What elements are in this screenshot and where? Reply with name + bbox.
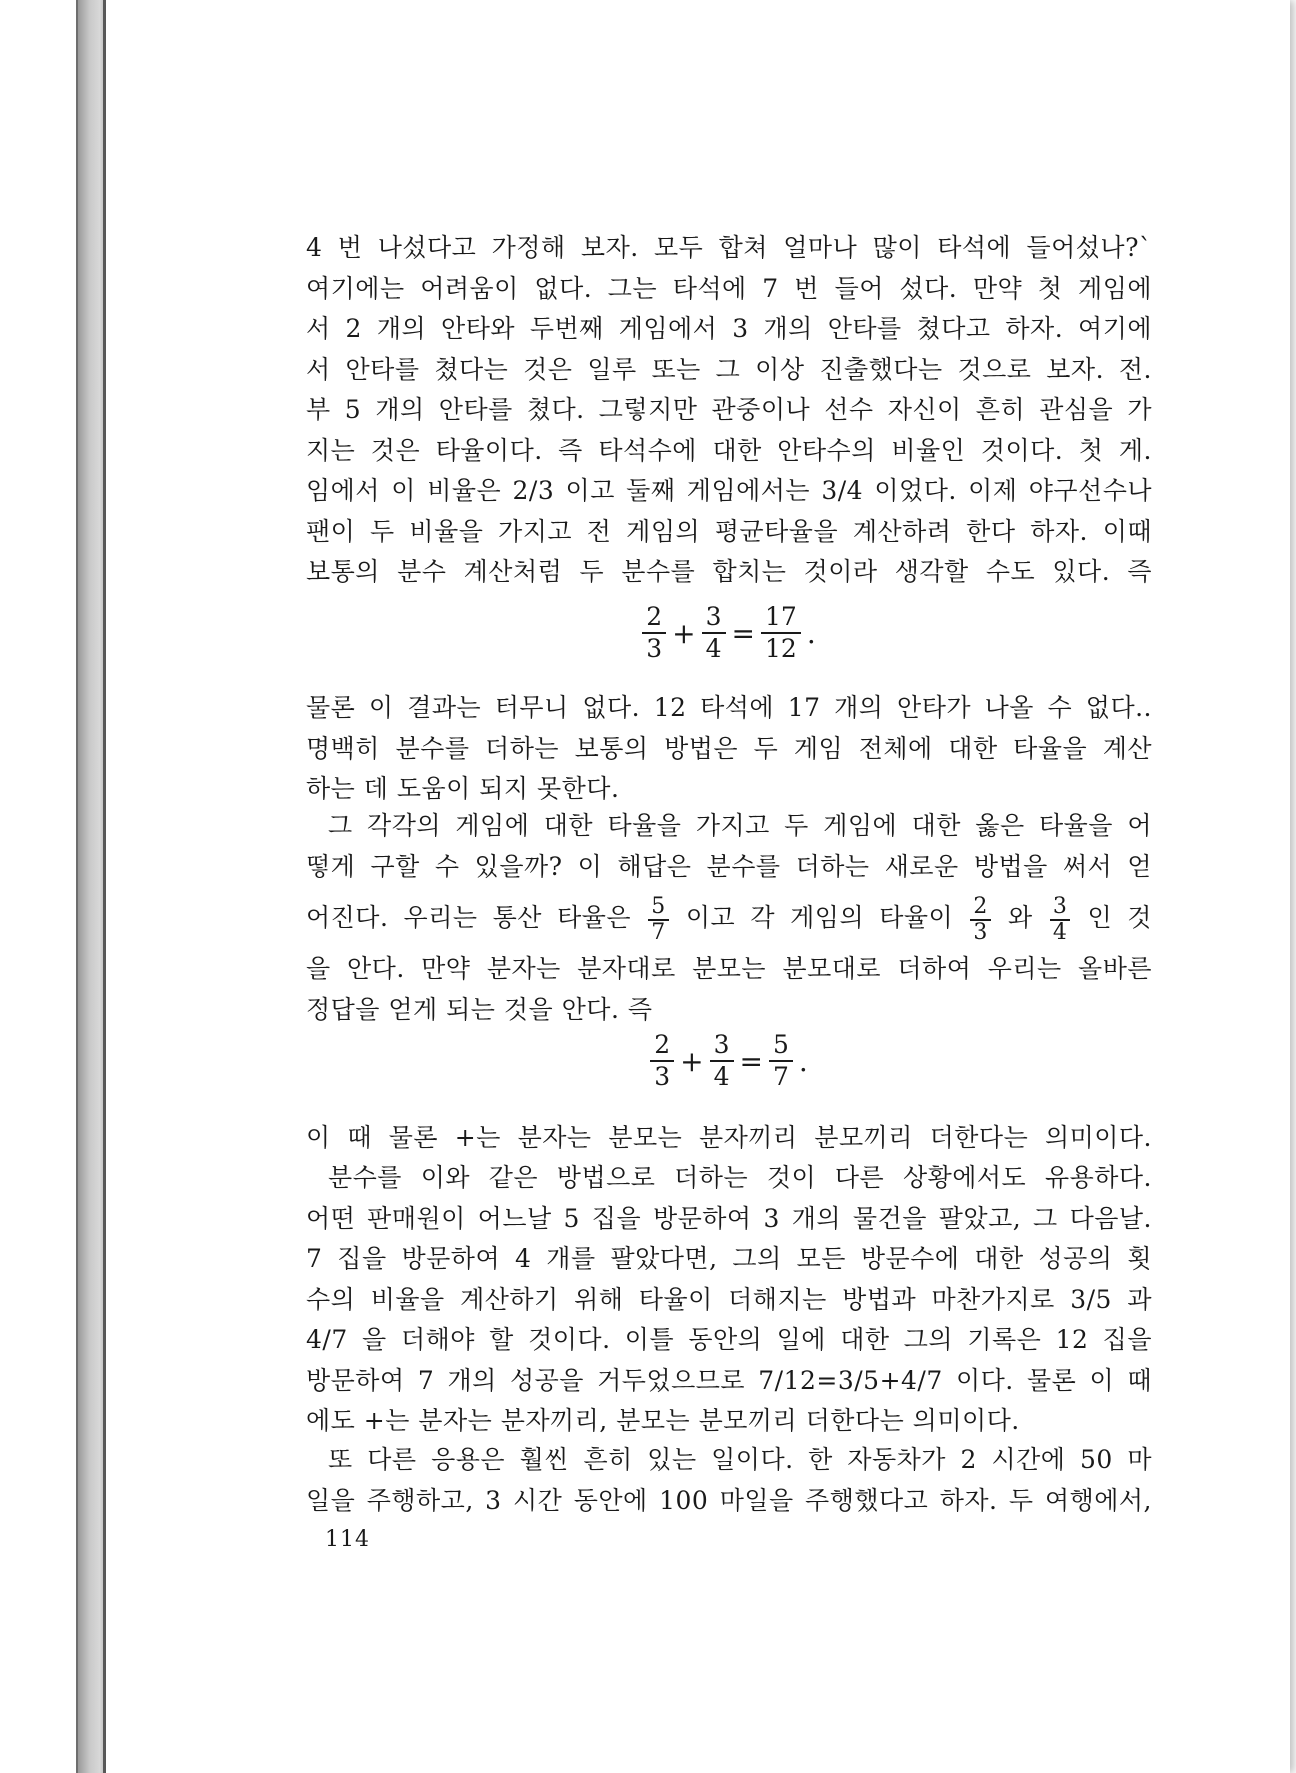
text-line: 보통의 분수 계산처럼 두 분수를 합치는 것이라 생각할 수도 있다. 즉 (306, 557, 1152, 586)
equation-2 (306, 1032, 1152, 1090)
text-line: 팬이 두 비율을 가지고 전 게임의 평균타율을 계산하려 한다 하자. 이때 (306, 516, 1152, 546)
paragraph-6 (306, 1440, 1152, 1521)
equation-1 (306, 604, 1152, 662)
text-line-with-fractions: 어진다. 우리는 통산 타율은 $\frac{5}{7}$ 이고 각 게임의 타율이 $\frac{2}{3}$ 와 $\frac{3}{4}$ 인 것 (306, 893, 1152, 945)
paragraph-3 (306, 806, 1152, 1030)
text-line: 을 안다. 만약 분자는 분자대로 분모는 분모대로 더하여 우리는 올바른 (306, 954, 1152, 983)
page-number: 114 (325, 1527, 370, 1552)
text-line: 4 번 나섰다고 가정해 보자. 모두 합쳐 얼마나 많이 타석에 들어섰나?` (306, 233, 1152, 262)
text-line: 수의 비율을 계산하기 위해 타율이 더해지는 방법과 마찬가지로 3/5 과 (306, 1284, 1152, 1314)
paragraph-2 (306, 688, 1152, 810)
text-line: 떻게 구할 수 있을까? 이 해답은 분수를 더하는 새로운 방법을 써서 얻 (306, 851, 1152, 881)
plus-sign: + (672, 616, 696, 650)
text-line: 지는 것은 타율이다. 즉 타석수에 대한 안타수의 비율인 것이다. 첫 게. (306, 435, 1152, 465)
inline-fraction: $\frac{3}{4}$ (1050, 896, 1071, 944)
text-line: 어떤 판매원이 어느날 5 집을 방문하여 3 개의 물건을 팔았고, 그 다음날. (306, 1203, 1152, 1233)
text-line: 또 다른 응용은 훨씬 흔히 있는 일이다. 한 자동차가 2 시간에 50 마 (328, 1445, 1152, 1474)
equals-sign: = (731, 616, 756, 650)
text-line: 물론 이 결과는 터무니 없다. 12 타석에 17 개의 안타가 나올 수 없다.. (306, 693, 1152, 722)
text-line: 명백히 분수를 더하는 보통의 방법은 두 게임 전체에 대한 타율을 계산 (306, 733, 1152, 763)
text-line: 분수를 이와 같은 방법으로 더하는 것이 다른 상황에서도 유용하다. (328, 1163, 1152, 1192)
paragraph-5 (306, 1158, 1152, 1442)
fraction: $\frac{2}{3}$ (642, 604, 666, 662)
period: . (798, 1044, 808, 1078)
text-line: 임에서 이 비율은 2/3 이고 둘째 게임에서는 3/4 이었다. 이제 야구선수나 (306, 476, 1152, 505)
fraction: $\frac{17}{12}$ (761, 604, 801, 662)
text-line: 4/7 을 더해야 할 것이다. 이틀 동안의 일에 대한 그의 기록은 12 집을 (306, 1325, 1152, 1354)
text-line: 그 각각의 게임에 대한 타율을 가지고 두 게임에 대한 옳은 타율을 어 (328, 811, 1152, 840)
period: . (806, 616, 816, 650)
fraction: $\frac{5}{7}$ (769, 1032, 793, 1090)
fraction: $\frac{3}{4}$ (702, 604, 726, 662)
text-line: 서 2 개의 안타와 두번째 게임에서 3 개의 안타를 쳤다고 하자. 여기에 (306, 314, 1152, 343)
inline-fraction: $\frac{5}{7}$ (648, 896, 669, 944)
text-line: 방문하여 7 개의 성공을 거두었으므로 7/12=3/5+4/7 이다. 물론 이 때 (306, 1365, 1152, 1395)
text-line: 이 때 물론 +는 분자는 분모는 분자끼리 분모끼리 더한다는 의미이다. (306, 1123, 1152, 1152)
text-line: 하는 데 도움이 되지 못한다. (306, 774, 620, 803)
text-line: 여기에는 어려움이 없다. 그는 타석에 7 번 들어 섰다. 만약 첫 게임에 (306, 273, 1152, 303)
inline-fraction: $\frac{2}{3}$ (970, 896, 991, 944)
paragraph-4 (306, 1118, 1152, 1159)
text-line: 에도 +는 분자는 분자끼리, 분모는 분모끼리 더한다는 의미이다. (306, 1406, 1020, 1435)
fraction: $\frac{2}{3}$ (650, 1032, 674, 1090)
text-line: 서 안타를 쳤다는 것은 일루 또는 그 이상 진출했다는 것으로 보자. 전. (306, 354, 1152, 384)
text-line: 정답을 얻게 되는 것을 안다. 즉 (306, 994, 653, 1024)
text-line: 부 5 개의 안타를 쳤다. 그렇지만 관중이나 선수 자신이 흔히 관심을 가 (306, 395, 1152, 424)
fraction: $\frac{3}{4}$ (710, 1032, 734, 1090)
plus-sign: + (680, 1044, 704, 1078)
text-line: 7 집을 방문하여 4 개를 팔았다면, 그의 모든 방문수에 대한 성공의 횟 (306, 1244, 1152, 1273)
paragraph-1 (306, 228, 1152, 593)
equals-sign: = (739, 1044, 763, 1078)
text-line: 일을 주행하고, 3 시간 동안에 100 마일을 주행했다고 하자. 두 여행에서, (306, 1485, 1152, 1515)
